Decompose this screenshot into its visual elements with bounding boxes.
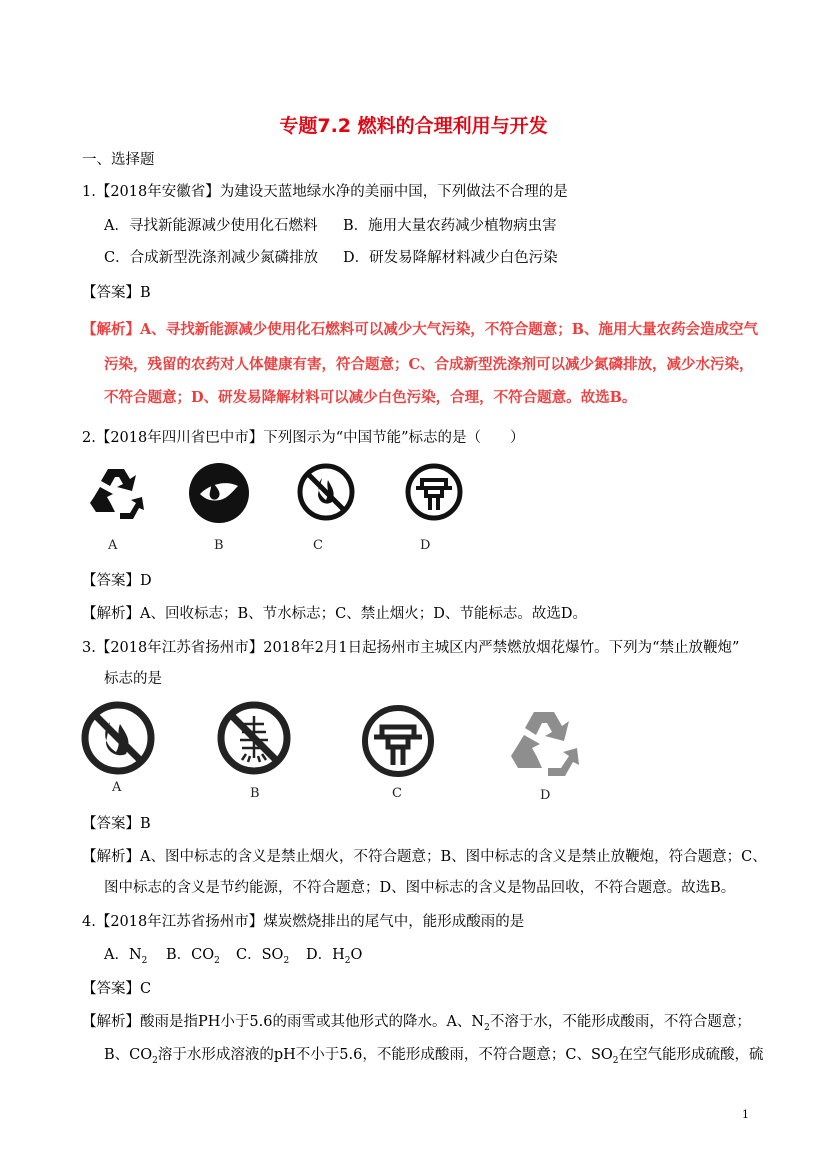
q1-option-b: B．施用大量农药减少植物病虫害	[343, 218, 557, 234]
page-title: 专题7.2 燃料的合理利用与开发	[279, 115, 548, 137]
q4-option-a: A．$N_2$	[104, 947, 148, 966]
q4-option-c: C．$SO_2$	[236, 947, 290, 966]
q1-explanation-line-1: 【解析】A、寻找新能源减少使用化石燃料可以减少大气污染，不符合题意；B、施用大量农药会造成空气	[82, 321, 759, 338]
q2-explanation: 【解析】A、回收标志；B、节水标志；C、禁止烟火；D、节能标志。故选D。	[82, 606, 587, 622]
q1-option-a: A．寻找新能源减少使用化石燃料	[104, 218, 318, 234]
q2-label-c: C	[313, 538, 323, 553]
section-heading: 一、选择题	[82, 152, 155, 168]
q3-explanation-line-2: 图中标志的含义是节约能源，不符合题意；D、图中标志的含义是物品回收，不符合题意。故选B。	[104, 880, 736, 896]
q3-stem-line-1: 3.【2018年江苏省扬州市】2018年2月1日起扬州市主城区内严禁燃放烟花爆竹。下列为“禁止放鞭炮”	[82, 640, 740, 656]
q3-label-c: C	[392, 786, 402, 801]
no-firecracker-icon	[216, 700, 292, 776]
no-fire-icon	[80, 700, 156, 776]
q1-explanation-line-3: 不符合题意；D、研发易降解材料可以减少白色污染，合理，不符合题意。故选B。	[104, 389, 637, 406]
q3-label-d: D	[540, 788, 551, 803]
recycle-icon	[506, 708, 582, 780]
q1-answer: 【答案】B	[82, 285, 151, 301]
q3-label-b: B	[250, 786, 260, 801]
q1-option-c: C．合成新型洗涤剂减少氮磷排放	[104, 250, 319, 266]
q1-option-d: D．研发易降解材料减少白色污染	[343, 250, 558, 266]
q3-stem-line-2: 标志的是	[104, 671, 162, 687]
q4-stem: 4.【2018年江苏省扬州市】煤炭燃烧排出的尾气中，能形成酸雨的是	[82, 914, 525, 930]
water-drop-icon	[188, 462, 250, 524]
energy-saving-icon	[404, 462, 464, 522]
q2-answer: 【答案】D	[82, 573, 152, 589]
q1-explanation-line-2: 污染，残留的农药对人体健康有害，符合题意；C、合成新型洗涤剂可以减少氮磷排放，减少水污染，	[104, 356, 754, 373]
q4-explanation-line-1: 【解析】酸雨是指PH小于5.6的雨雪或其他形式的降水。A、$N_2$不溶于水，不能形成酸雨，不符合题意；	[82, 1014, 751, 1033]
recycle-icon	[86, 465, 146, 523]
q3-explanation-line-1: 【解析】A、图中标志的含义是禁止烟火，不符合题意；B、图中标志的含义是禁止放鞭炮，符合题意；C、	[82, 849, 767, 865]
q4-explanation-line-2: B、$CO_2$溶于水形成溶液的pH不小于5.6，不能形成酸雨，不符合题意；C、$SO_2$在空气能形成硫酸，硫	[104, 1047, 764, 1066]
q1-stem: 1.【2018年安徽省】为建设天蓝地绿水净的美丽中国，下列做法不合理的是	[82, 184, 568, 200]
energy-saving-icon	[360, 703, 436, 779]
q2-label-b: B	[214, 538, 224, 553]
no-fire-icon	[296, 462, 356, 522]
q3-label-a: A	[112, 780, 122, 795]
page-number: 1	[742, 1108, 749, 1121]
q4-option-b: B．$CO_2$	[166, 947, 220, 966]
q2-stem: 2.【2018年四川省巴中市】下列图示为“中国节能”标志的是（ ）	[82, 430, 525, 446]
q4-option-d: D．$H_2O$	[306, 947, 363, 966]
q2-label-d: D	[420, 538, 431, 553]
q4-answer: 【答案】C	[82, 981, 152, 997]
q3-answer: 【答案】B	[82, 816, 151, 832]
q2-label-a: A	[108, 538, 118, 553]
